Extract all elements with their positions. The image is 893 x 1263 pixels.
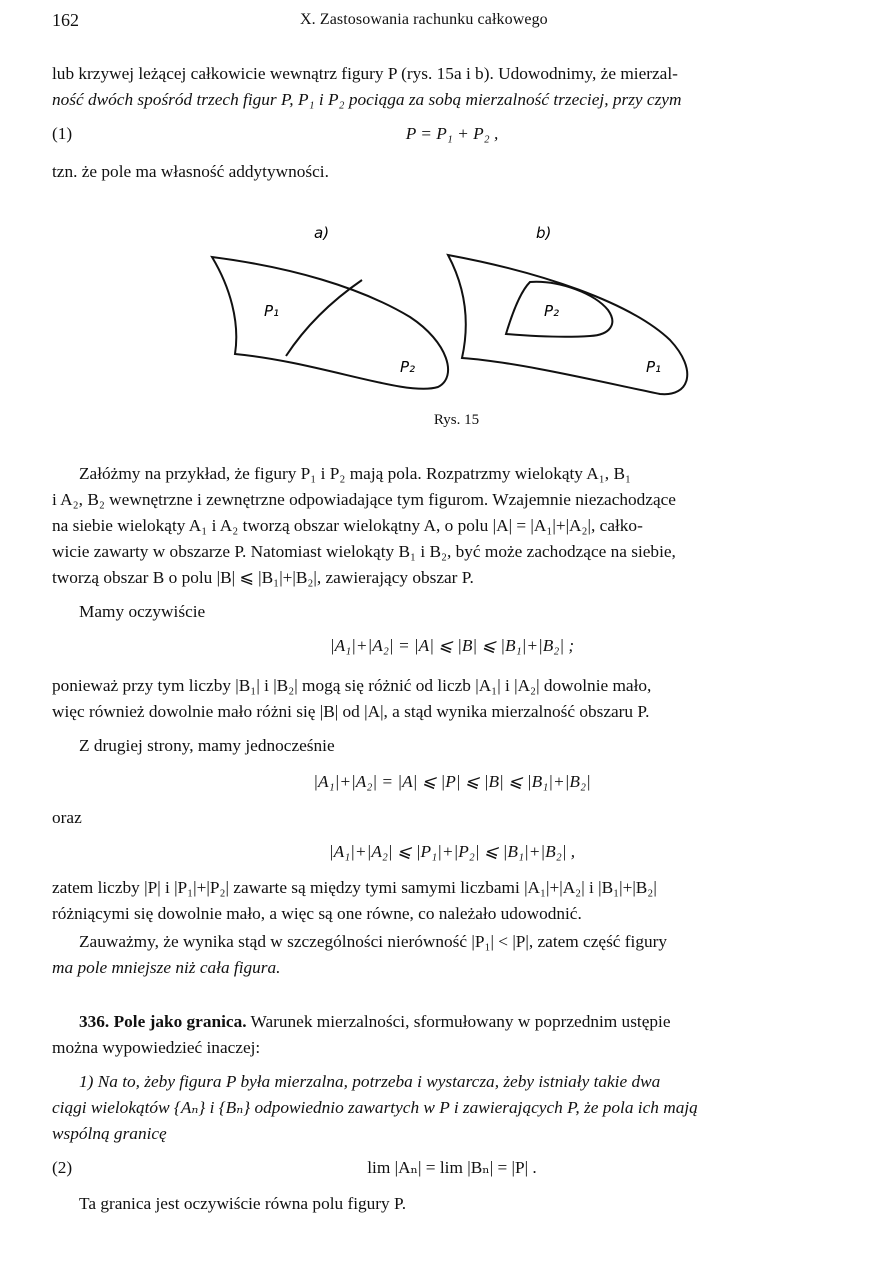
equation-5	[52, 1156, 852, 1182]
paragraph-line: Mamy oczywiście	[79, 602, 206, 621]
page-header	[52, 10, 852, 36]
figure-a-dividing-curve	[286, 280, 362, 356]
paragraph-line: na siebie wielokąty A₁ i A₂ tworzą obszar wielokątny A, o polu |A| = |A₁|+|A₂|, całko-	[52, 516, 643, 535]
paragraph-line: ność dwóch spośród trzech figur P, P₁ i P₂ pociąga za sobą mierzalność trzeciej, przy czym	[52, 90, 682, 109]
figure-a-label-p2: P₂	[400, 358, 416, 376]
paragraph-line: tworzą obszar B o polu |B| ⩽ |B₁|+|B₂|, zawierający obszar P.	[52, 568, 474, 587]
paragraph-text: Warunek mierzalności, sformułowany w poprzednim ustępie	[250, 1012, 671, 1031]
section-title: Pole jako granica.	[113, 1012, 247, 1031]
figure-15	[190, 212, 710, 437]
figure-label-a: a)	[314, 224, 330, 242]
paragraph-line: 1) Na to, żeby figura P była mierzalna, potrzeba i wystarcza, żeby istniały takie dwa	[79, 1072, 661, 1091]
paragraph-line: i A₂, B₂ wewnętrzne i zewnętrzne odpowiadające tym figurom. Wzajemnie niezachodzące	[52, 490, 676, 509]
paragraph-line: Zauważmy, że wynika stąd w szczególności nierówność |P₁| < |P|, zatem część figury	[79, 932, 668, 951]
section-heading-line	[52, 1010, 852, 1034]
paragraph-line: wspólną granicę	[52, 1124, 167, 1143]
paragraph-line: Z drugiej strony, mamy jednocześnie	[79, 736, 335, 755]
figure-a-label-p1: P₁	[264, 302, 280, 320]
paragraph-line: można wypowiedzieć inaczej:	[52, 1038, 261, 1057]
equation-4	[52, 840, 852, 866]
paragraph-line: ponieważ przy tym liczby |B₁| i |B₂| mogą się różnić od liczb |A₁| i |A₂| dowolnie mało,	[52, 676, 652, 695]
equation-body: P = P₁ + P₂ ,	[405, 124, 499, 143]
paragraph-line: oraz	[52, 808, 82, 827]
paragraph-line: Załóżmy na przykład, że figury P₁ i P₂ mają pola. Rozpatrzmy wielokąty A₁, B₁	[79, 464, 632, 483]
equation-2	[52, 634, 852, 660]
paragraph-line: lub krzywej leżącej całkowicie wewnątrz figury P (rys. 15a i b). Udowodnimy, że mierzal-	[52, 64, 678, 83]
figure-b-inner-curve	[506, 282, 612, 337]
equation-body: |A₁|+|A₂| = |A| ⩽ |P| ⩽ |B| ⩽ |B₁|+|B₂|	[313, 772, 591, 791]
equation-1	[52, 122, 852, 148]
paragraph-line: zatem liczby |P| i |P₁|+|P₂| zawarte są między tymi samymi liczbami |A₁|+|A₂| i |B₁|+|B₂|	[52, 878, 657, 897]
figure-label-b: b)	[536, 224, 552, 242]
paragraph-line: ma pole mniejsze niż cała figura.	[52, 958, 281, 977]
page-number: 162	[52, 10, 79, 30]
equation-3	[52, 770, 852, 796]
paragraph-line: wicie zawarty w obszarze P. Natomiast wielokąty B₁ i B₂, być może zachodzące na siebie,	[52, 542, 676, 561]
equation-body: lim |Aₙ| = lim |Bₙ| = |P| .	[367, 1158, 537, 1177]
section-number: 336.	[79, 1012, 110, 1031]
figure-caption: Rys. 15	[433, 412, 480, 428]
paragraph-line: ciągi wielokątów {Aₙ} i {Bₙ} odpowiednio zawartych w P i zawierających P, że pola ich mają	[52, 1098, 698, 1117]
paragraph-line: różniącymi się dowolnie mało, a więc są one równe, co należało udowodnić.	[52, 904, 582, 923]
equation-label: (2)	[52, 1158, 73, 1177]
equation-body: |A₁|+|A₂| = |A| ⩽ |B| ⩽ |B₁|+|B₂| ;	[329, 636, 575, 655]
equation-body: |A₁|+|A₂| ⩽ |P₁|+|P₂| ⩽ |B₁|+|B₂| ,	[328, 842, 576, 861]
equation-label: (1)	[52, 124, 73, 143]
paragraph-line: Ta granica jest oczywiście równa polu figury P.	[79, 1194, 407, 1213]
figure-b-label-p1: P₁	[646, 358, 662, 376]
paragraph-line: więc również dowolnie mało różni się |B| od |A|, a stąd wynika mierzalność obszaru P.	[52, 702, 650, 721]
running-head: X. Zastosowania rachunku całkowego	[300, 11, 548, 28]
figure-b-label-p2: P₂	[544, 302, 560, 320]
paragraph-line: tzn. że pole ma własność addytywności.	[52, 162, 329, 181]
